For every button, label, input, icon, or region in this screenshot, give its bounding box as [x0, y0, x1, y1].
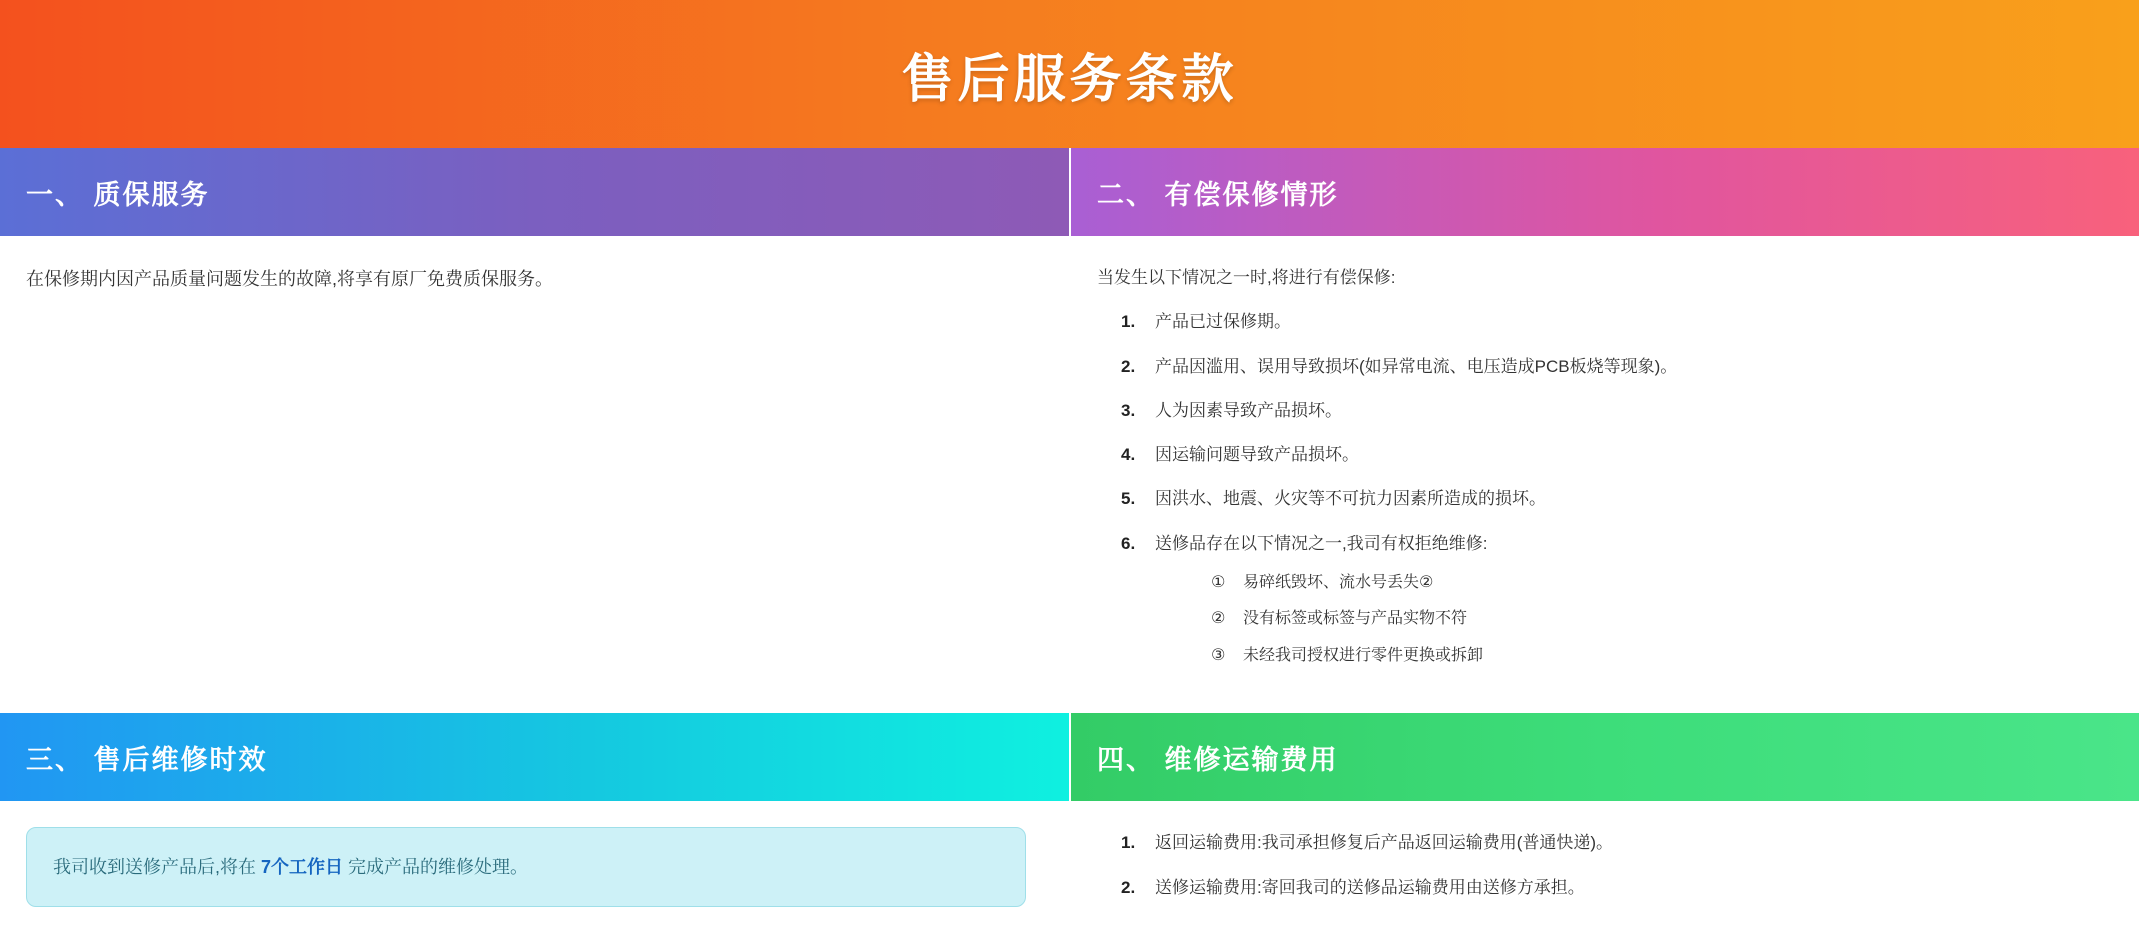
- sub-list-marker: ②: [1211, 610, 1226, 628]
- section-paid-repair-cases: [1071, 148, 2139, 713]
- page-title: 售后服务条款: [901, 50, 1238, 109]
- list-item-text: 因运输问题导致产品损坏。: [1155, 445, 1359, 465]
- list-item: [1131, 827, 2109, 859]
- callout-suffix: 完成产品的维修处理。: [343, 857, 529, 878]
- section-3-heading-text: 三、 售后维修时效: [26, 744, 268, 775]
- section-shipping-fees: [1071, 713, 2139, 927]
- document-title-banner: [0, 0, 2139, 148]
- sub-list-item: [1211, 568, 2109, 598]
- list-item-text: 送修运输费用:寄回我司的送修品运输费用由送修方承担。: [1155, 877, 1585, 897]
- list-item: [1131, 439, 2109, 471]
- section-4-heading-text: 四、 维修运输费用: [1097, 744, 1339, 775]
- section-2-header: [1071, 148, 2139, 236]
- section-1-body: [0, 236, 1069, 598]
- sections-grid: [0, 148, 2139, 927]
- sub-list-item: [1211, 641, 2109, 671]
- section-2-list: [1097, 306, 2109, 671]
- section-2-body: [1071, 236, 2139, 713]
- section-4-header: [1071, 713, 2139, 801]
- section-1-heading-text: 一、 质保服务: [26, 179, 210, 210]
- list-item: [1131, 483, 2109, 515]
- list-item-text: 因洪水、地震、火灾等不可抗力因素所造成的损坏。: [1155, 489, 1546, 509]
- list-item-text: 送修品存在以下情况之一,我司有权拒绝维修:: [1155, 533, 1488, 553]
- list-item: [1131, 306, 2109, 338]
- sub-list-item-text: 没有标签或标签与产品实物不符: [1243, 610, 1468, 628]
- turnaround-callout: [26, 827, 1026, 907]
- section-2-heading-text: 二、 有偿保修情形: [1097, 179, 1339, 210]
- section-4-body: [1071, 801, 2139, 927]
- section-repair-turnaround: [0, 713, 1071, 927]
- list-item-text: 返回运输费用:我司承担修复后产品返回运输费用(普通快递)。: [1155, 833, 1614, 853]
- sub-list-marker: ①: [1211, 574, 1226, 592]
- section-4-list: [1097, 827, 2109, 904]
- list-item-text: 人为因素导致产品损坏。: [1155, 400, 1342, 420]
- section-3-body: [0, 801, 1069, 927]
- list-item: [1131, 528, 2109, 671]
- sub-list-marker: ③: [1211, 646, 1226, 664]
- list-item: [1131, 395, 2109, 427]
- list-item-text: 产品已过保修期。: [1155, 312, 1291, 332]
- section-1-paragraph: 在保修期内因产品质量问题发生的故障,将享有原厂免费质保服务。: [26, 269, 553, 289]
- callout-prefix: 我司收到送修产品后,将在: [53, 857, 262, 878]
- list-item: [1131, 351, 2109, 383]
- section-warranty-service: [0, 148, 1071, 713]
- section-2-intro: 当发生以下情况之一时,将进行有偿保修:: [1097, 268, 1396, 287]
- sub-list-item: [1211, 604, 2109, 634]
- section-3-header: [0, 713, 1069, 801]
- section-2-sub-list: [1155, 568, 2109, 671]
- section-1-header: [0, 148, 1069, 236]
- list-item-text: 产品因滥用、误用导致损坏(如异常电流、电压造成PCB板烧等现象)。: [1155, 356, 1678, 376]
- list-item: [1131, 872, 2109, 904]
- sub-list-item-text: 易碎纸毁坏、流水号丢失②: [1243, 574, 1434, 592]
- sub-list-item-text: 未经我司授权进行零件更换或拆卸: [1243, 646, 1484, 664]
- callout-highlight: 7个工作日: [261, 857, 344, 878]
